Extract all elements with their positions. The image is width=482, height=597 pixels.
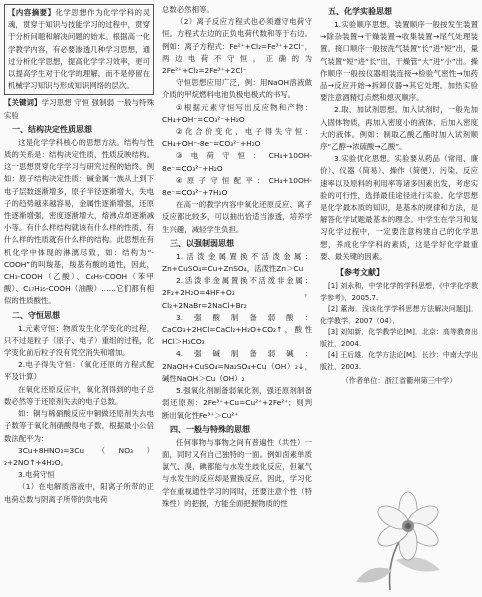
paragraph: 3.实验优化思想。实验要从药品（常用、廉价）、仪器（简易）、操作（简便）、污染、反应速率以及原料的利用率等诸多因素出发，考虑实验的可行性，选择最佳途径进行实验。化学思想是化学最本质的知识，是基本的规律和方法，是解答化学试题最基本的理念。中学生在学习和复习化学过程中，一定要注意构建自己的化学思想，养成化学学科的素质，这是学好化学最重要、最关键的因素。 [320,154,478,261]
keywords-label: 【关键词】 [4,98,42,108]
paragraph: 1.元素守恒：物质发生化学变化的过程，只不过是粒子（原子、电子）重组的过程，化学变化前后粒子没有凭空消失和增加。 [4,323,154,358]
column-1 [4,4,154,506]
keywords-text [4,97,154,121]
section-heading: 四、一般与特殊的思想 [170,424,250,434]
column-3-body [320,5,478,263]
abstract-body: 化学思想作为化学学科的灵魂，贯穿于知识与技能学习的过程中，贯穿于分析问题和解决问题的始末。根据高一化学教学内容，有必要渗透几种学习思想，通过分析化学思想，提高化学学习效率，更可以提高学生对于化学的理解，而不是停留在机械学习知识与形成知识网络的层次。 [8,8,150,91]
paragraph: 2.活泼非金属置换不活泼非金属：2F₂+2H₂O=4HF+O₂，Cl₂+2NaBr=2NaCl+Br₂ [162,276,312,310]
paragraph: 1.活泼金属置换不活泼金属：Zn+CuSO₄=Cu+ZnSO₄，活泼性Zn＞Cu [162,251,312,274]
abstract-label: 【内容摘要】 [8,8,56,17]
reference-item: [2] 董海．浅谈化学学科思想方法解决问题[J]．化学教学，2007（04）． [320,305,478,325]
column-3 [320,4,478,387]
paragraph: 任何事物与事物之间有普遍性（共性）一面，同时又有自己独特的一面。例如卤素单质氯气、溴、碘都能与水发生歧化反应，但氟气与水发生的反应却是置换反应。因此，学习化学在重视通性学习的同时，还要注意个性（特殊性）的把握，方能全面把握物质的性 [162,437,312,508]
paragraph: 2.取、加试剂思想。加入试剂时，一般先加入固体物质，再加入密度小的液体，后加入密度大的液体。例如：制取乙酸乙酯时加入试剂顺序“乙醇→浓硫酸→乙酸”。 [320,105,478,152]
section-heading: 一、结构决定性质思想 [12,124,92,134]
paragraph: 总数必然相等。 [162,5,214,14]
paragraph: ②化合价变化、电子得失守恒：CH₄+OH⁻-8e⁻=CO₃²⁻+H₂O [162,127,312,149]
paragraph: 3Cu+8HNO₃=3Cu（NO₃）₂+2NO↑+4H₂O。 [4,445,154,467]
reference-item: [3] 刘知新．化学教学论[M]．北京：高等教育出版社，2004. [320,328,478,348]
paragraph: 4.强碱制备弱碱：2NaOH+CuSO₄=Na₂SO₄+Cu（OH）₂↓，碱性NaOH＞Cu（OH）₂ [162,349,312,383]
paragraph: 在氧化还原反应中，氧化剂得到的电子总数必然等于还原剂失去的电子总数。 [4,384,154,406]
paragraph: （1）在电解质溶液中，阳离子所带的正电荷总数与阴离子所带的负电荷 [4,482,154,504]
section-heading: 五、化学实验思想 [328,7,392,16]
paragraph: 1.实验顺序思想。装置顺序一般按发生装置→除杂装置→干燥装置→收集装置→尾气处理装置。接口顺序一般按洗气装置“长”进“短”出，量气装置“短”进“长”出，干燥管“大”进“小”出。操作顺序一般按仪器组装连接→检验气密性→加药品→反应开始→拆卸仪器→其它处理。加热实验要注意酒精灯点燃和熄灭顺序。 [320,20,478,103]
paragraph: 守恒思想应用广泛，例：用NaOH溶液做介质的甲烷燃料电池负极电极式的书写。 [162,78,312,100]
abstract-box [4,4,154,95]
flower-icon [330,486,470,594]
paragraph: 在高一的教学内容中氧化还原反应、离子反应都比较多，可以抽出恰适当渗透，培养学生兴趣，减轻学生负担。 [162,200,312,234]
references [320,266,478,387]
keywords-body: 学习思想 守恒 强制弱 一般与特殊 实验 [4,98,154,120]
paragraph: 如：铜与稀硝酸反应中铜做还原剂失去电子数等于氧化剂硝酸得电子数，根据最小公倍数法配平为： [4,409,154,443]
paragraph: 2.电子得失守恒：（氧化还原的方程式配平及计算） [4,360,154,382]
paragraph: ④原子守恒配平：CH₄+10OH-8e⁻=CO₃²⁻+7H₂O [162,175,312,198]
paragraph: 3.电荷守恒 [18,470,55,480]
keywords-block [4,97,154,121]
reference-item: [1] 刘永和，中学化学的学科思想，《中学化学教学参考》，2005.7. [320,282,478,302]
paragraph: （2）离子反应方程式也必须遵守电荷守恒。方程式左边的正负电荷代数和等于右边。例如：离子方程式：Fe²⁺+Cl₂=Fe³⁺+2Cl⁻，两边电荷不守恒，正确的为2Fe²⁺+Cl₂=2Fe³⁺+2Cl⁻ [162,17,312,76]
reference-item: [4] 王后雄．化学方法论[M]．长沙：中南大学出版社，2003. [320,351,478,371]
paragraph: 3.强酸制备弱酸：CaCO₃+2HCl=CaCl₂+H₂O+CO₂↑，酸性HCl＞H₂CO₃ [162,312,312,347]
author-affiliation: （作者单位：浙江省衢州第三中学） [341,376,457,386]
paragraph: 这是化学学科核心的思想方法。结构与性质的关系是：结构决定性质，性质反映结构。这一思想贯穿化学学习与研究过程的始终。例如：原子结构决定性质：碱金属一族从上到下电子层数逐渐增多，原子半径逐渐增大，失电子的趋势越来越容易，金属性逐渐增强，还原性逐渐增强，密度逐渐增大，熔沸点却逐渐减小等。有什么样结构就该有什么样的性质，有什么样的性质就有什么样的结构。此思想在有机化学中体现的淋漓尽致，如：结构为“-COOH”的叫羧基，羧基有酸的通性，因此，CH₃-COOH（乙酸）、C₆H₅-COOH（苯甲酸）、C₁₇H₃₅-COOH（油酸）……它们都有相似的性质酸性。 [4,137,154,306]
paragraph: ③电荷守恒：CH₄+10OH-8e⁻=CO₃²⁻+H₂O [162,151,312,173]
paragraph: 5.强氧化剂制备弱氧化剂，强还原剂制备弱还原剂：2Fe³⁺+Cu=Cu²⁺+2Fe²⁺；则判断出氧化性Fe³⁺＞Cu²⁺ [162,386,312,420]
abstract-text [8,7,150,92]
column-2 [162,4,312,510]
section-heading: 二、守恒思想 [12,310,60,320]
paragraph: ①根据元素守恒写出反应物和产物：CH₄+OH⁻=CO₃²⁻+H₂O [162,102,312,124]
references-title: 【参考文献】 [336,268,384,278]
section-heading: 三、以强制弱思想 [170,238,234,248]
